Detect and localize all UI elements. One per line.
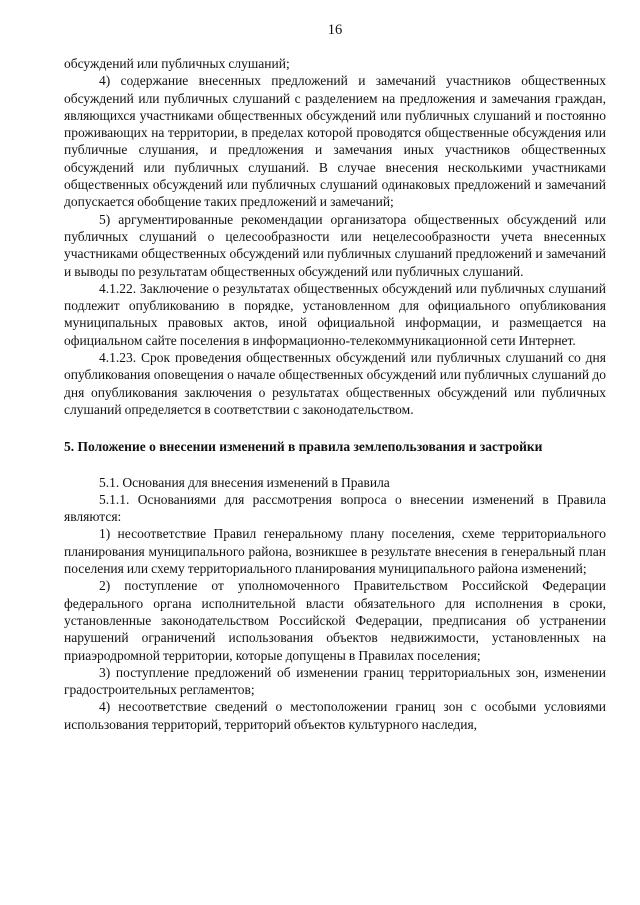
paragraph: обсуждений или публичных слушаний; [64, 56, 290, 71]
paragraph: 4) содержание внесенных предложений и замечаний участников общественных обсуждений или публичных слушаний с разделением на предложения и замечания граждан, являющихся участниками общественных обсуждений или публичных слушаний и постоянно проживающих на территории, в пределах которой проводятся общественные обсуждения или публичные слушания, и предложения и замечания иных участников общественных обсуждений или публичных слушаний. В случае внесения несколькими участниками общественных обсуждений или публичных слушаний одинаковых предложений и замечаний допускается обобщение таких предложений и замечаний; [64, 73, 606, 210]
paragraph: 5.1. Основания для внесения изменений в Правила [99, 474, 390, 490]
section-heading: 5. Положение о внесении изменений в правила землепользования и застройки [64, 439, 543, 455]
paragraph: 4.1.23. Срок проведения общественных обсуждений или публичных слушаний со дня опубликования оповещения о начале общественных обсуждений или публичных слушаний до дня опубликования заключения о результатах общественных обсуждений или публичных слушаний определяется в соответствии с законодательством. [64, 350, 606, 417]
text-block-before [64, 55, 606, 418]
paragraph: 5.1.1. Основаниями для рассмотрения вопроса о внесении изменений в Правила являются: [64, 491, 606, 525]
page-number: 16 [327, 22, 343, 38]
paragraph: 5) аргументированные рекомендации организатора общественных обсуждений или публичных слушаний о целесообразности или нецелесообразности учета внесенных участниками общественных обсуждений или публичных слушаний предложений и замечаний и выводы по результатам общественных обсуждений или публичных слушаний. [64, 211, 606, 279]
paragraph: 2) поступление от уполномоченного Правительством Российской Федерации федерального органа исполнительной власти обязательного для исполнения в сроки, установленные законодательством Российской Федерации, предписания об устранении нарушений ограничений использования объектов недвижимости, установленных на приаэродромной территории, которые допущены в Правилах поселения; [64, 578, 606, 663]
paragraph: 1) несоответствие Правил генеральному плану поселения, схеме территориального планирования муниципального района, возникшее в результате внесения в генеральный план поселения или схему территориального планирования муниципального района изменений; [64, 526, 606, 577]
paragraph: 4) несоответствие сведений о местоположении границ зон с особыми условиями использования территорий, территорий объектов культурного наследия, [64, 699, 606, 732]
paragraph: 3) поступление предложений об изменении границ территориальных зон, изменении градостроительных регламентов; [64, 664, 606, 698]
text-block-after [64, 474, 606, 733]
paragraph: 4.1.22. Заключение о результатах общественных обсуждений или публичных слушаний подлежит опубликованию в порядке, установленном для официального опубликования муниципальных правовых актов, иной официальной информации, и размещается на официальном сайте поселения в информационно-телекоммуникационной сети Интернет. [64, 280, 606, 348]
